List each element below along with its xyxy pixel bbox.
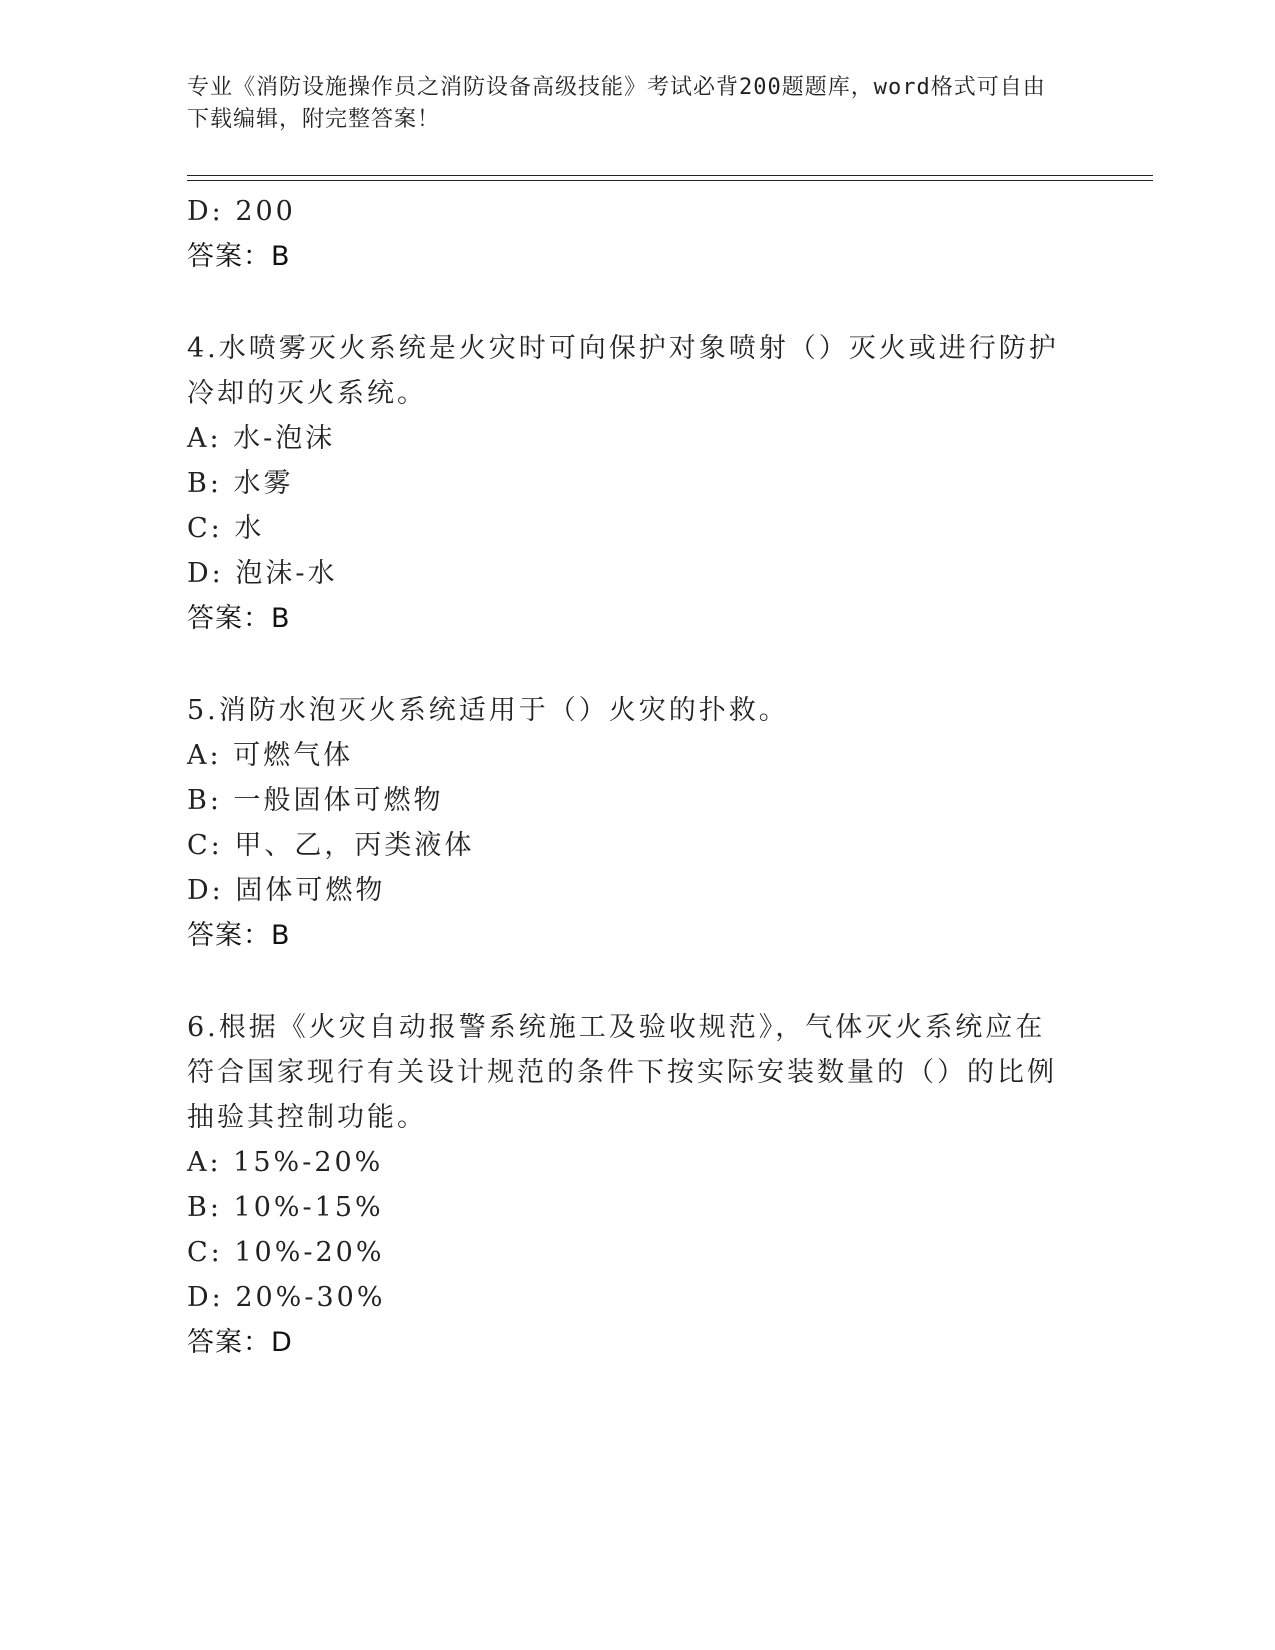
option-c: C: 水 — [187, 513, 265, 544]
option-d: D: 泡沫-水 — [187, 558, 338, 589]
option-a: A: 可燃气体 — [187, 740, 354, 771]
option-b: B: 10%-15% — [187, 1192, 384, 1223]
option-a: A: 15%-20% — [187, 1147, 384, 1178]
question-6 — [187, 1005, 1067, 1365]
answer-line: 答案：B — [187, 920, 291, 951]
option-c: C: 10%-20% — [187, 1237, 385, 1268]
answer-line: 答案：B — [187, 603, 291, 634]
answer-line: 答案：D — [187, 1327, 293, 1358]
question-4 — [187, 326, 1067, 641]
question-text: 5.消防水泡灭火系统适用于（）火灾的扑救。 — [187, 695, 789, 726]
question-text: 6.根据《火灾自动报警系统施工及验收规范》，气体灭火系统应在符合国家现行有关设计规范的条件下按实际安装数量的（）的比例抽验其控制功能。 — [187, 1012, 1057, 1133]
question-text: 4.水喷雾灭火系统是火灾时可向保护对象喷射（）灭火或进行防护冷却的灭火系统。 — [187, 333, 1059, 409]
option-d: D: 20%-30% — [187, 1282, 386, 1313]
option-b: B: 一般固体可燃物 — [187, 785, 444, 816]
option-c: C: 甲、乙，丙类液体 — [187, 830, 475, 861]
header-divider-bottom — [187, 180, 1153, 181]
option-b: B: 水雾 — [187, 468, 294, 499]
option-d: D: 固体可燃物 — [187, 875, 386, 906]
option-d: D: 200 — [187, 196, 296, 227]
question-5 — [187, 688, 1067, 958]
document-content — [187, 189, 1067, 1365]
header-divider-top — [187, 175, 1153, 176]
option-a: A: 水-泡沫 — [187, 423, 336, 454]
answer-line: 答案：B — [187, 241, 291, 272]
previous-question-tail — [187, 189, 1067, 279]
document-header: 专业《消防设施操作员之消防设备高级技能》考试必背200题题库，word格式可自由下载编辑，附完整答案！ — [187, 75, 1046, 132]
